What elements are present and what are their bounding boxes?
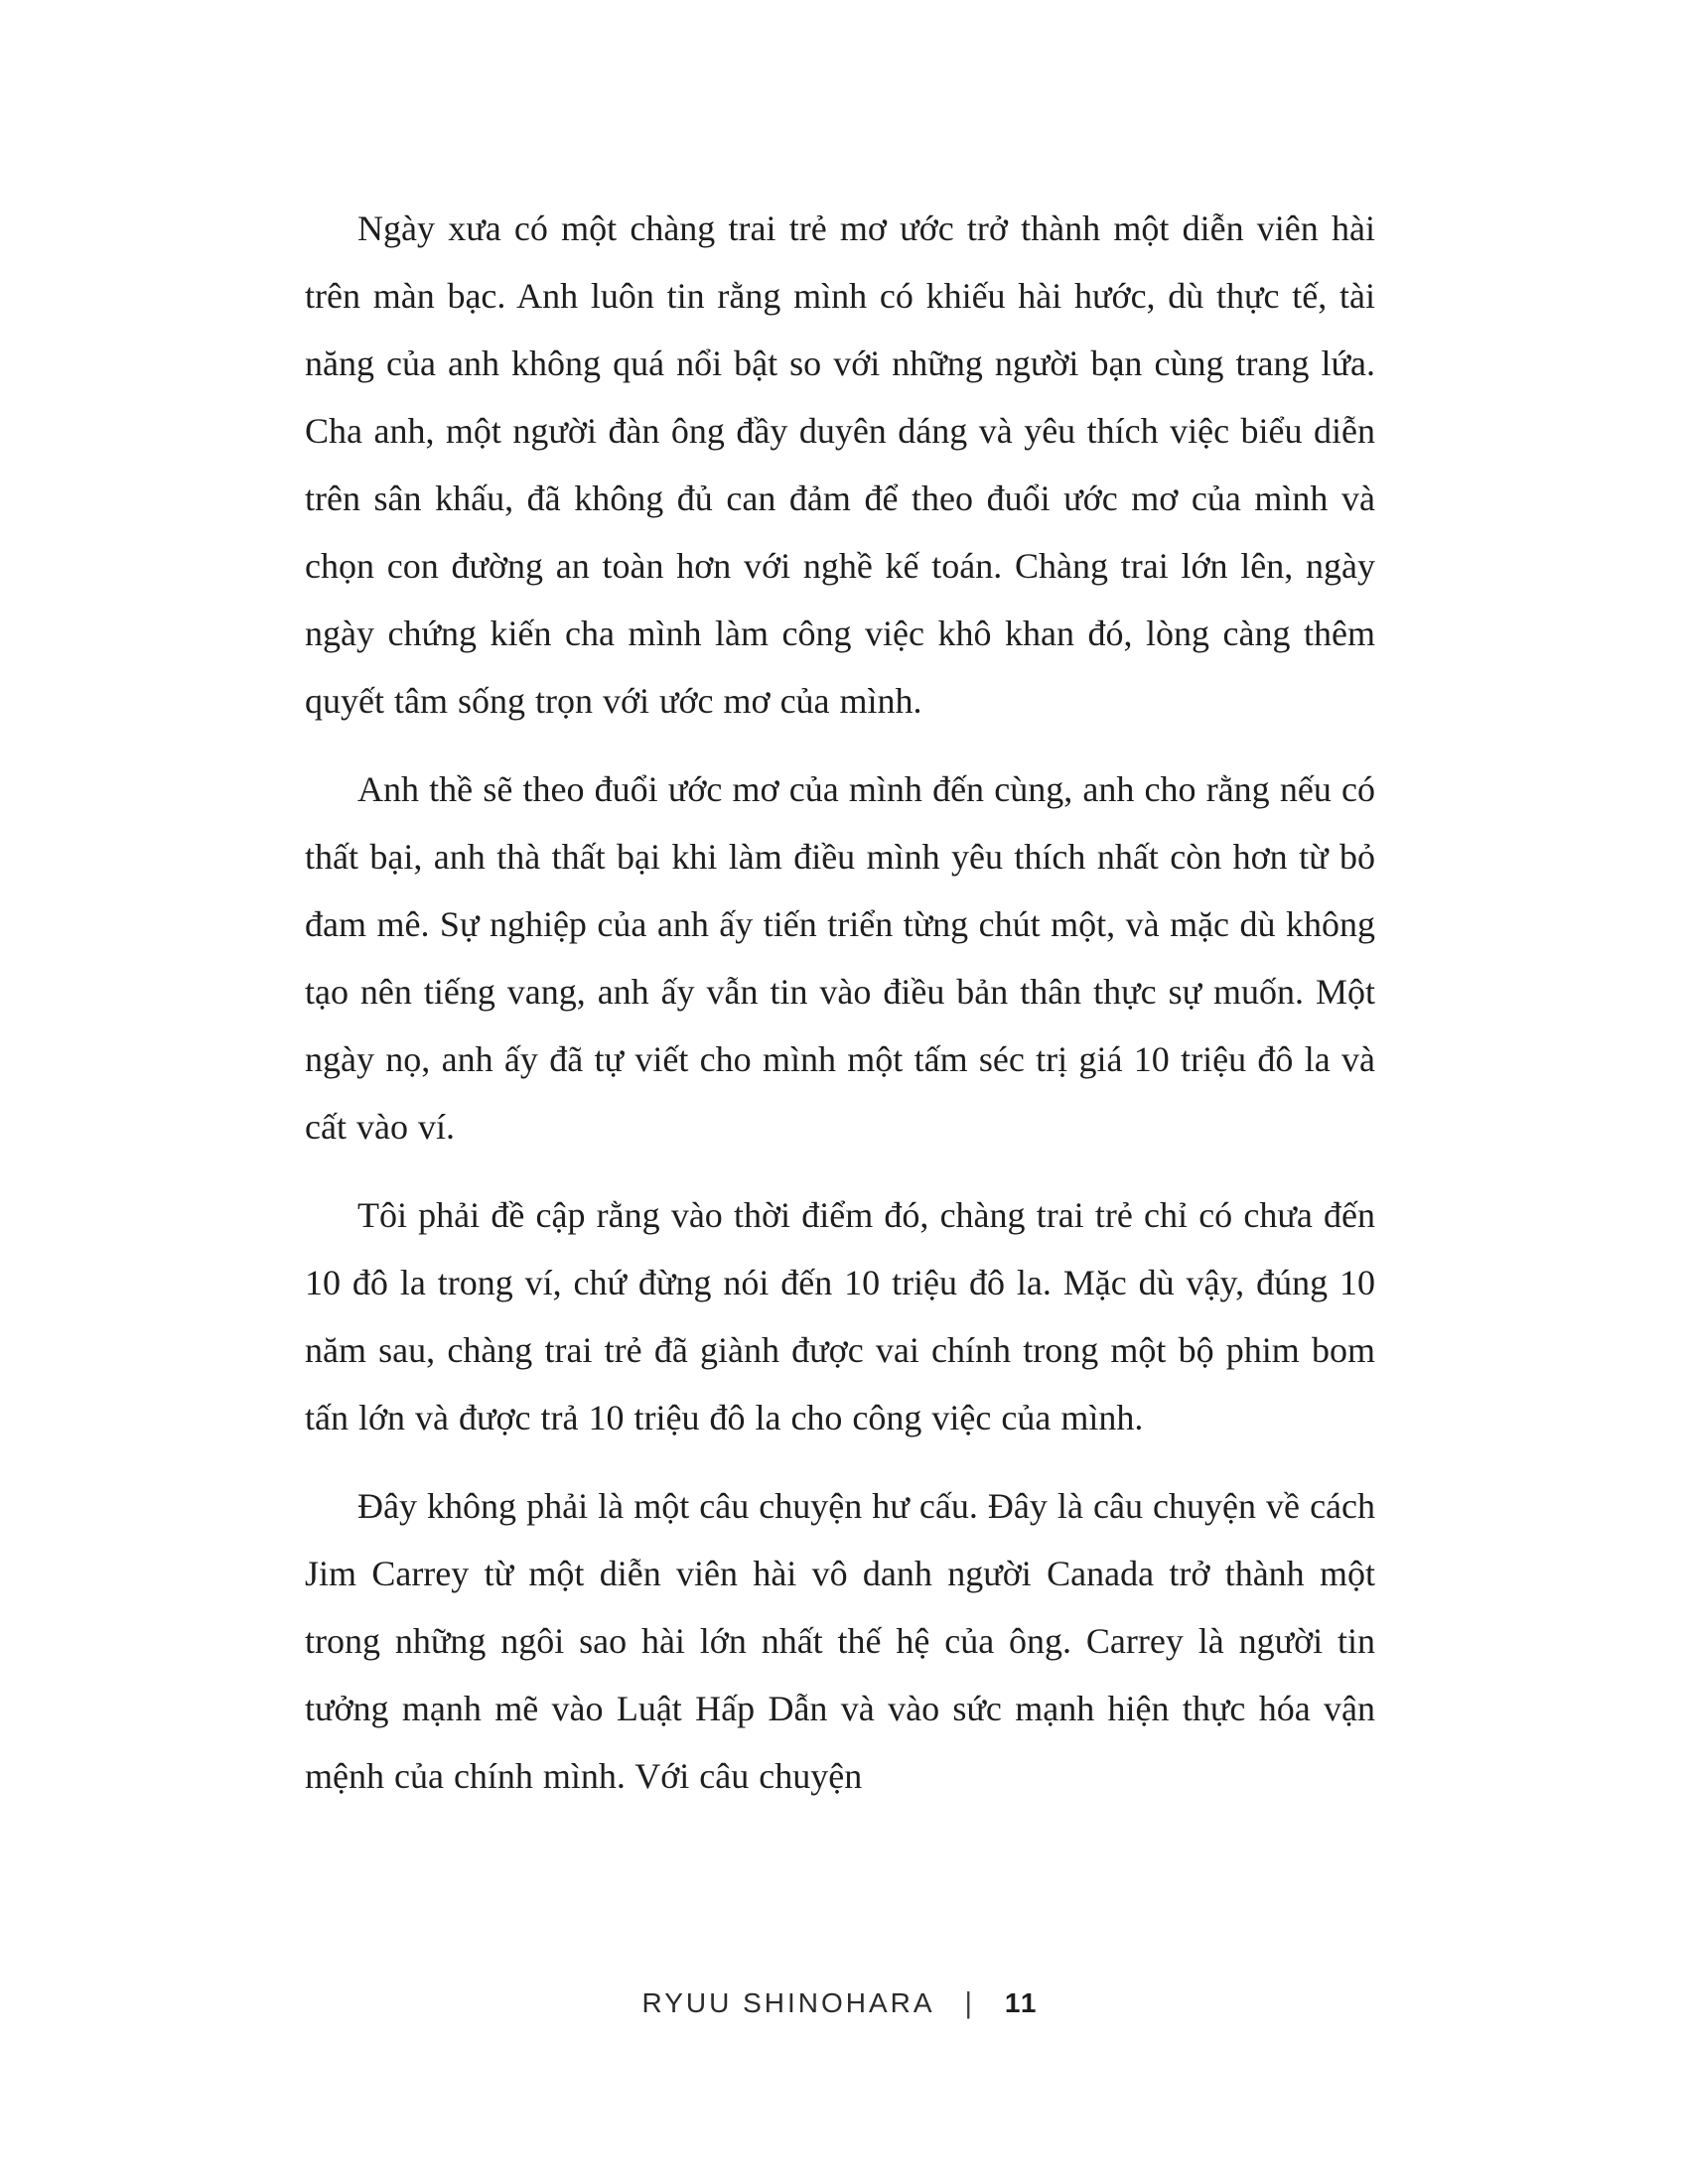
body-text-block <box>305 195 1375 1831</box>
page-footer <box>305 1987 1375 2019</box>
footer-separator: | <box>964 1986 975 2019</box>
paragraph-4: Đây không phải là một câu chuyện hư cấu. Đây là câu chuyện về cách Jim Carrey từ một diễn viên hài vô danh người Canada trở thành một trong những ngôi sao hài lớn nhất thế hệ của ông. Carrey là người tin tưởng mạnh mẽ vào Luật Hấp Dẫn và vào sức mạnh hiện thực hóa vận mệnh của chính mình. Với câu chuyện <box>305 1486 1375 1796</box>
paragraph-3: Tôi phải đề cập rằng vào thời điểm đó, chàng trai trẻ chỉ có chưa đến 10 đô la trong ví, chứ đừng nói đến 10 triệu đô la. Mặc dù vậy, đúng 10 năm sau, chàng trai trẻ đã giành được vai chính trong một bộ phim bom tấn lớn và được trả 10 triệu đô la cho công việc của mình. <box>305 1195 1375 1437</box>
footer-author-name: RYUU SHINOHARA <box>641 1987 935 2018</box>
paragraph-2: Anh thề sẽ theo đuổi ước mơ của mình đến cùng, anh cho rằng nếu có thất bại, anh thà thất bại khi làm điều mình yêu thích nhất còn hơn từ bỏ đam mê. Sự nghiệp của anh ấy tiến triển từng chút một, và mặc dù không tạo nên tiếng vang, anh ấy vẫn tin vào điều bản thân thực sự muốn. Một ngày nọ, anh ấy đã tự viết cho mình một tấm séc trị giá 10 triệu đô la và cất vào ví. <box>305 769 1375 1147</box>
paragraph-1: Ngày xưa có một chàng trai trẻ mơ ước trở thành một diễn viên hài trên màn bạc. Anh luôn tin rằng mình có khiếu hài hước, dù thực tế, tài năng của anh không quá nổi bật so với những người bạn cùng trang lứa. Cha anh, một người đàn ông đầy duyên dáng và yêu thích việc biểu diễn trên sân khấu, đã không đủ can đảm để theo đuổi ước mơ của mình và chọn con đường an toàn hơn với nghề kế toán. Chàng trai lớn lên, ngày ngày chứng kiến cha mình làm công việc khô khan đó, lòng càng thêm quyết tâm sống trọn với ước mơ của mình. <box>305 208 1375 721</box>
footer-page-number: 11 <box>1004 1987 1039 2018</box>
